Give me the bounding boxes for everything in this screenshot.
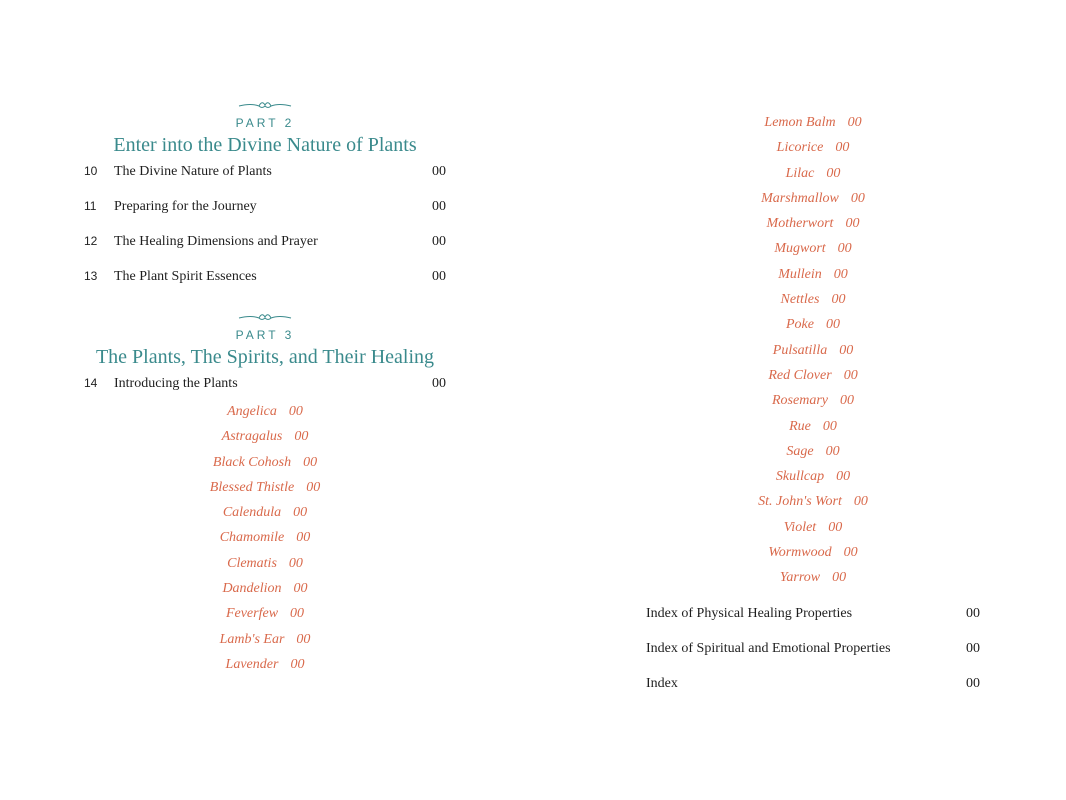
plant-entry[interactable] <box>646 540 980 565</box>
plant-entry[interactable] <box>646 363 980 388</box>
plant-page: 00 <box>847 115 862 130</box>
plant-page: 00 <box>296 530 311 546</box>
left-page <box>84 100 446 677</box>
plant-page: 00 <box>290 656 305 672</box>
plant-entry[interactable] <box>646 414 980 439</box>
plant-page: 00 <box>293 505 308 521</box>
right-page <box>646 110 980 710</box>
plant-page: 00 <box>306 479 321 495</box>
plant-name: Marshmallow <box>761 190 839 206</box>
index-row-general[interactable] <box>646 675 980 710</box>
chapter-page: 00 <box>432 199 446 214</box>
index-list <box>646 605 980 710</box>
plant-page: 00 <box>843 367 858 383</box>
plant-name: St. John's Wort <box>758 494 842 510</box>
plant-entry[interactable] <box>84 627 446 652</box>
plant-entry[interactable] <box>84 652 446 677</box>
part-2-label: PART 2 <box>235 116 295 130</box>
plant-name: Nettles <box>780 292 820 308</box>
plant-page: 00 <box>832 570 847 586</box>
plant-page: 00 <box>850 190 865 206</box>
plant-entry[interactable] <box>84 450 446 475</box>
plant-name: Dandelion <box>222 581 282 597</box>
plant-name: Motherwort <box>766 216 834 232</box>
plant-name: Pulsatilla <box>772 342 828 358</box>
plant-list-right <box>646 110 980 591</box>
chapter-title: Preparing for the Journey <box>114 199 257 214</box>
plant-page: 00 <box>836 469 851 485</box>
plant-entry[interactable] <box>646 439 980 464</box>
plant-page: 00 <box>294 429 309 445</box>
plant-entry[interactable] <box>646 312 980 337</box>
plant-page: 00 <box>835 140 850 156</box>
plant-entry[interactable] <box>646 236 980 261</box>
plant-name: Lilac <box>785 165 815 181</box>
plant-page: 00 <box>828 519 843 535</box>
part-3-section <box>84 312 446 677</box>
plant-page: 00 <box>840 393 854 409</box>
plant-page: 00 <box>288 555 303 571</box>
plant-name: Mullein <box>778 266 822 282</box>
plant-entry[interactable] <box>646 565 980 590</box>
index-page: 00 <box>966 605 980 621</box>
chapter-row-13[interactable] <box>84 267 446 302</box>
plant-entry[interactable] <box>646 515 980 540</box>
plant-name: Mugwort <box>774 241 826 257</box>
plant-name: Calendula <box>222 505 282 521</box>
plant-name: Poke <box>786 317 814 333</box>
plant-entry[interactable] <box>646 161 980 186</box>
plant-entry[interactable] <box>646 110 980 135</box>
plant-page: 00 <box>833 266 848 282</box>
plant-page: 00 <box>288 404 303 419</box>
plant-entry[interactable] <box>646 186 980 211</box>
part-3-title: The Plants, The Spirits, and Their Healing <box>95 346 435 368</box>
part-2-chapter-list <box>84 162 446 302</box>
plant-entry[interactable] <box>84 576 446 601</box>
plant-entry[interactable] <box>84 525 446 550</box>
plant-page: 00 <box>853 494 868 510</box>
plant-entry[interactable] <box>84 424 446 449</box>
index-title: Index of Spiritual and Emotional Properties <box>646 640 891 656</box>
chapter-title: The Divine Nature of Plants <box>114 164 272 179</box>
plant-name: Lemon Balm <box>764 115 836 130</box>
plant-name: Chamomile <box>219 530 285 546</box>
chapter-row-12[interactable] <box>84 232 446 267</box>
plant-page: 00 <box>825 443 840 459</box>
plant-page: 00 <box>837 241 852 257</box>
plant-name: Angelica <box>227 404 277 419</box>
chapter-page: 00 <box>432 376 446 391</box>
plant-page: 00 <box>825 317 840 333</box>
chapter-number: 13 <box>84 269 98 283</box>
chapter-title: Introducing the Plants <box>114 376 238 391</box>
plant-name: Rue <box>789 418 811 434</box>
plant-name: Clematis <box>227 555 277 571</box>
plant-page: 00 <box>831 292 846 308</box>
plant-entry[interactable] <box>646 135 980 160</box>
plant-page: 00 <box>839 342 854 358</box>
plant-entry[interactable] <box>646 262 980 287</box>
chapter-row-10[interactable] <box>84 162 446 197</box>
plant-name: Sage <box>786 443 814 459</box>
plant-entry[interactable] <box>646 287 980 312</box>
part-2-title: Enter into the Divine Nature of Plants <box>113 134 417 156</box>
plant-name: Blessed Thistle <box>209 479 295 495</box>
plant-entry[interactable] <box>646 489 980 514</box>
chapter-page: 00 <box>432 234 446 249</box>
plant-name: Astragalus <box>221 429 283 445</box>
plant-name: Yarrow <box>779 570 821 586</box>
plant-name: Black Cohosh <box>212 454 292 470</box>
chapter-number: 10 <box>84 164 98 178</box>
index-title: Index of Physical Healing Properties <box>646 605 853 621</box>
plant-entry[interactable] <box>84 551 446 576</box>
part-3-label: PART 3 <box>235 328 295 342</box>
plant-page: 00 <box>296 631 311 647</box>
chapter-row-11[interactable] <box>84 197 446 232</box>
plant-name: Rosemary <box>772 393 828 409</box>
plant-name: Wormwood <box>768 545 832 561</box>
plant-entry[interactable] <box>646 388 980 413</box>
plant-name: Red Clover <box>768 367 832 383</box>
plant-page: 00 <box>293 581 308 597</box>
index-row-spiritual[interactable] <box>646 640 980 675</box>
chapter-number: 11 <box>84 199 97 213</box>
chapter-number: 14 <box>84 376 98 390</box>
plant-page: 00 <box>822 418 837 434</box>
plant-entry[interactable] <box>646 211 980 236</box>
plant-name: Lamb's Ear <box>219 631 285 647</box>
plant-list-left <box>84 399 446 677</box>
plant-page: 00 <box>843 545 858 561</box>
chapter-title: The Healing Dimensions and Prayer <box>114 234 318 249</box>
index-row-physical[interactable] <box>646 605 980 640</box>
plant-name: Skullcap <box>775 469 825 485</box>
index-title: Index <box>646 675 678 691</box>
index-page: 00 <box>966 675 980 691</box>
plant-entry[interactable] <box>646 464 980 489</box>
part-2-section <box>84 100 446 302</box>
chapter-page: 00 <box>432 164 446 179</box>
plant-name: Lavender <box>225 656 279 672</box>
index-page: 00 <box>966 640 980 656</box>
chapter-title: The Plant Spirit Essences <box>114 269 257 284</box>
plant-page: 00 <box>826 165 841 181</box>
plant-entry[interactable] <box>84 500 446 525</box>
chapter-number: 12 <box>84 234 98 248</box>
plant-entry[interactable] <box>84 601 446 626</box>
plant-name: Feverfew <box>225 606 279 622</box>
plant-entry[interactable] <box>84 399 446 424</box>
plant-page: 00 <box>845 216 860 232</box>
flourish-ornament-icon <box>237 100 293 110</box>
flourish-ornament-icon <box>237 312 293 322</box>
plant-name: Licorice <box>776 140 824 156</box>
plant-name: Violet <box>783 519 817 535</box>
plant-entry[interactable] <box>84 475 446 500</box>
chapter-page: 00 <box>432 269 446 284</box>
plant-entry[interactable] <box>646 338 980 363</box>
plant-page: 00 <box>290 606 305 622</box>
plant-page: 00 <box>303 454 318 470</box>
